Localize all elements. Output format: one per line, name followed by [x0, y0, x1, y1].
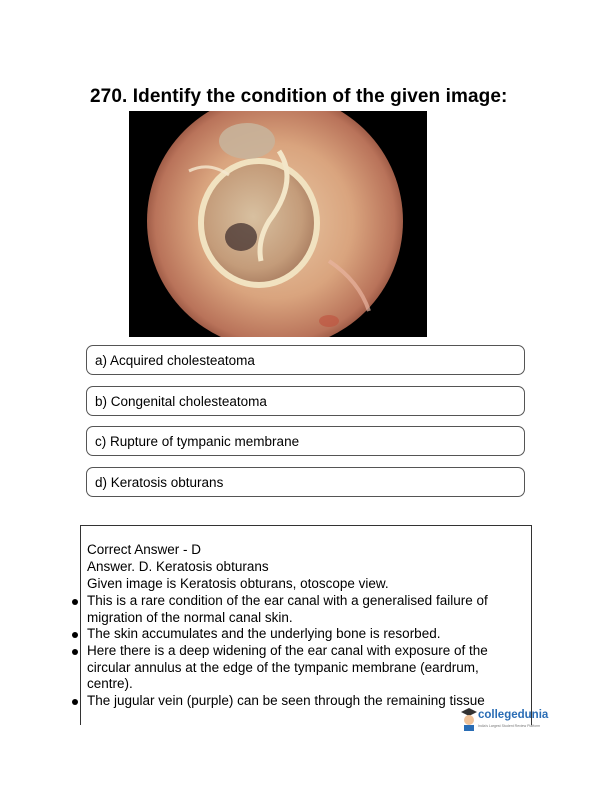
bullet-text: This is a rare condition of the ear canal with a generalised failure of migration of the normal canal skin. — [87, 593, 488, 625]
logo-name: collegedunia — [478, 709, 549, 721]
bullet-dot — [72, 649, 78, 655]
option-c[interactable]: c) Rupture of tympanic membrane — [86, 426, 525, 456]
option-a[interactable]: a) Acquired cholesteatoma — [86, 345, 525, 375]
answer-intro: Given image is Keratosis obturans, otoscope view. — [87, 576, 389, 591]
bullet-dot — [72, 699, 78, 705]
bullet-dot — [72, 599, 78, 605]
bullet-dot — [72, 632, 78, 638]
bullet-text: The skin accumulates and the underlying bone is resorbed. — [87, 626, 441, 641]
logo-tagline: India's Largest Student Review Platform — [478, 724, 541, 728]
answer-line: Answer. D. Keratosis obturans — [87, 559, 269, 574]
bullet-text: Here there is a deep widening of the ear canal with exposure of the circular annulus at the edge of the tympanic membrane (eardrum, centre). — [87, 643, 488, 691]
question-title: 270. Identify the condition of the given image: — [90, 86, 508, 107]
option-d[interactable]: d) Keratosis obturans — [86, 467, 525, 497]
correct-answer: Correct Answer - D — [87, 542, 202, 557]
collegedunia-logo — [460, 707, 552, 737]
graduate-icon — [460, 707, 478, 731]
otoscope-image — [129, 111, 427, 337]
option-b[interactable]: b) Congenital cholesteatoma — [86, 386, 525, 416]
bullet-text: The jugular vein (purple) can be seen through the remaining tissue — [87, 693, 485, 708]
